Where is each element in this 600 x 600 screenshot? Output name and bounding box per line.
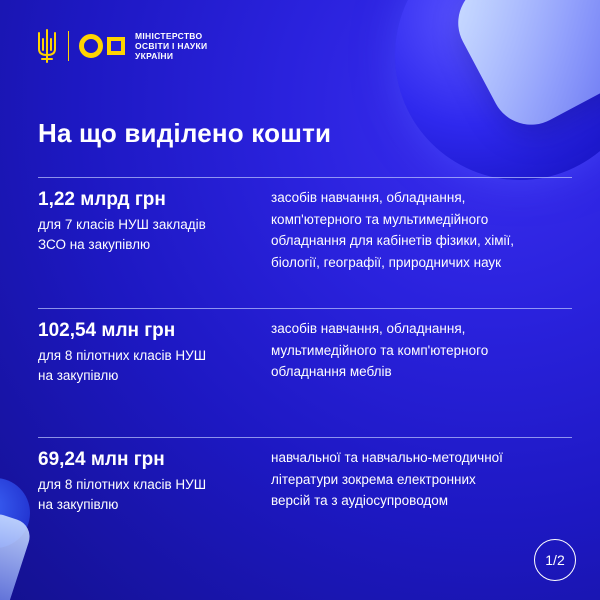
funding-target: [38, 475, 258, 515]
decorative-left-glass: [0, 510, 34, 600]
funding-target-line: для 8 пілотних класів НУШ: [38, 348, 207, 363]
ministry-name-line: УКРАЇНИ: [135, 51, 174, 61]
funding-target: [38, 215, 258, 255]
mon-logo-mark: [79, 34, 125, 58]
funding-purpose: [271, 447, 571, 512]
divider-line: [38, 437, 572, 438]
page-title: На що виділено кошти: [38, 118, 332, 148]
funding-purpose-line: навчальної та навчально-методичної: [271, 450, 503, 465]
trident-icon: [36, 29, 58, 63]
funding-purpose-line: біології, географії, природничих наук: [271, 254, 502, 270]
funding-purpose-line: засобів навчання, обладнання,: [271, 190, 466, 205]
funding-purpose: [271, 318, 571, 383]
ministry-logo: [36, 27, 207, 65]
funding-purpose-line: засобів навчання, обладнання,: [271, 321, 466, 336]
logo-divider: [68, 31, 69, 61]
funding-purpose-line: обладнання меблів: [271, 364, 392, 379]
funding-target-line: для 7 класів НУШ закладів: [38, 217, 206, 232]
ministry-name-line: МІНІСТЕРСТВО: [135, 31, 203, 41]
logo-circle-icon: [79, 34, 103, 58]
divider-line: [38, 177, 572, 178]
funding-target-line: на закупівлю: [38, 497, 119, 512]
funding-item: [38, 177, 572, 305]
funding-item: [38, 437, 572, 537]
funding-purpose-line: комп'ютерного та мультимедійного: [271, 211, 489, 227]
funding-target-line: для 8 пілотних класів НУШ: [38, 477, 207, 492]
funding-purpose-line: мультимедійного та комп'ютерного: [271, 342, 489, 358]
funding-amount: 69,24 млн грн: [38, 449, 165, 470]
logo-square-icon: [107, 37, 125, 55]
page-indicator: 1/2: [534, 539, 576, 581]
funding-amount: 102,54 млн грн: [38, 320, 176, 341]
funding-target-line: на закупівлю: [38, 368, 119, 383]
funding-target-line: ЗСО на закупівлю: [38, 237, 151, 252]
funding-purpose-line: версій та з аудіосупроводом: [271, 493, 449, 508]
funding-target: [38, 346, 258, 386]
ministry-name: [135, 31, 207, 61]
divider-line: [38, 308, 572, 309]
ministry-name-line: ОСВІТИ І НАУКИ: [135, 41, 208, 51]
funding-purpose-line: обладнання для кабінетів фізики, хімії,: [271, 233, 515, 248]
funding-item: [38, 308, 572, 436]
funding-purpose-line: літератури зокрема електронних: [271, 471, 476, 487]
funding-purpose: [271, 187, 571, 273]
funding-amount: 1,22 млрд грн: [38, 189, 166, 210]
